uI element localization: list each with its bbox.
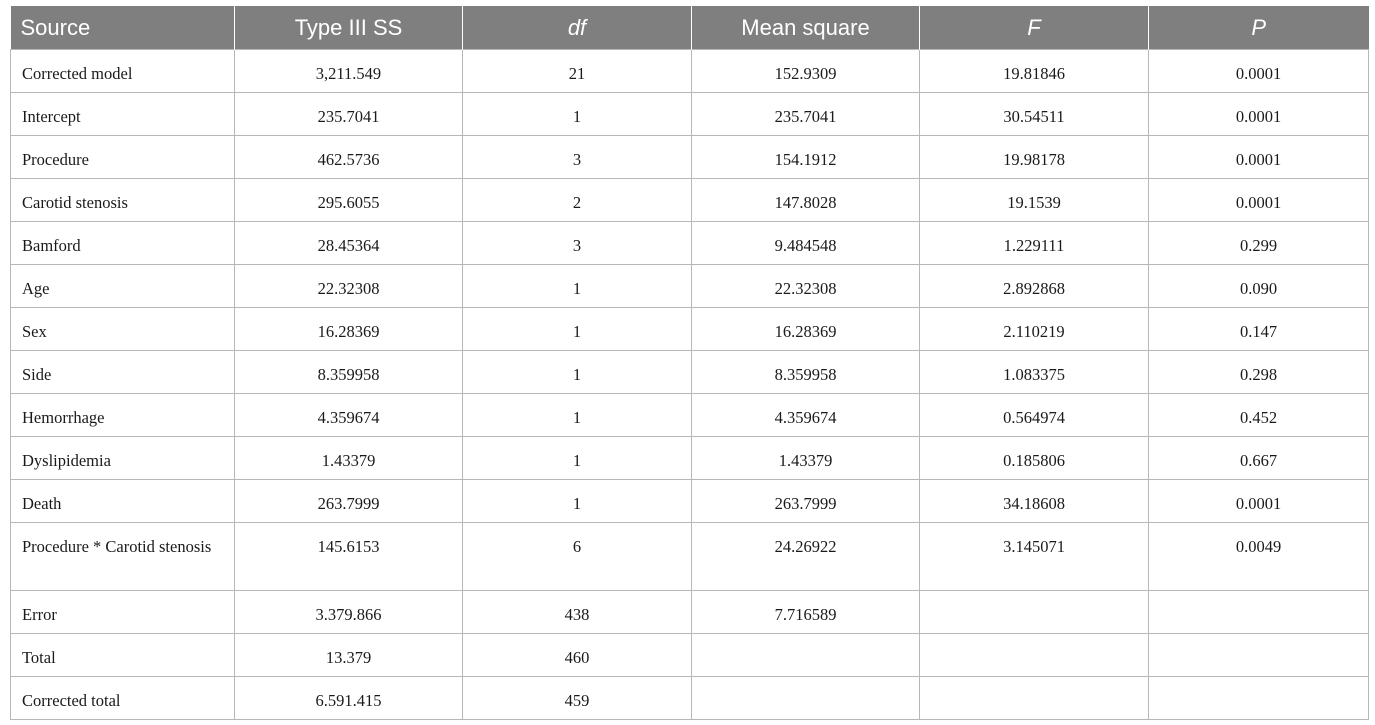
header-source: Source: [11, 6, 235, 50]
cell-source: Dyslipidemia: [11, 437, 235, 480]
cell-type-iii-ss: 8.359958: [235, 351, 463, 394]
cell-f: [920, 677, 1149, 720]
header-f: F: [920, 6, 1149, 50]
cell-df: 1: [463, 308, 692, 351]
cell-mean-square: 147.8028: [692, 179, 920, 222]
cell-f: 19.98178: [920, 136, 1149, 179]
cell-source: Carotid stenosis: [11, 179, 235, 222]
table-row: [11, 136, 1369, 179]
cell-type-iii-ss: 145.6153: [235, 523, 463, 591]
cell-mean-square: 235.7041: [692, 93, 920, 136]
cell-source: Corrected total: [11, 677, 235, 720]
table-row: [11, 179, 1369, 222]
cell-p: 0.298: [1149, 351, 1369, 394]
cell-mean-square: [692, 677, 920, 720]
cell-f: 30.54511: [920, 93, 1149, 136]
table-row: [11, 437, 1369, 480]
cell-mean-square: 9.484548: [692, 222, 920, 265]
header-df: df: [463, 6, 692, 50]
cell-mean-square: 16.28369: [692, 308, 920, 351]
cell-source: Death: [11, 480, 235, 523]
cell-f: 1.083375: [920, 351, 1149, 394]
cell-p: 0.0001: [1149, 480, 1369, 523]
cell-type-iii-ss: 3,211.549: [235, 50, 463, 93]
cell-mean-square: 1.43379: [692, 437, 920, 480]
cell-mean-square: 263.7999: [692, 480, 920, 523]
cell-df: 3: [463, 136, 692, 179]
cell-type-iii-ss: 3.379.866: [235, 591, 463, 634]
cell-source: Sex: [11, 308, 235, 351]
cell-type-iii-ss: 6.591.415: [235, 677, 463, 720]
cell-type-iii-ss: 295.6055: [235, 179, 463, 222]
cell-df: 21: [463, 50, 692, 93]
table-row: [11, 634, 1369, 677]
cell-f: 1.229111: [920, 222, 1149, 265]
cell-p: 0.0001: [1149, 93, 1369, 136]
cell-source: Procedure * Carotid stenosis: [11, 523, 235, 591]
cell-mean-square: 154.1912: [692, 136, 920, 179]
cell-df: 1: [463, 480, 692, 523]
cell-source: Hemorrhage: [11, 394, 235, 437]
cell-source: Bamford: [11, 222, 235, 265]
cell-p: 0.0001: [1149, 50, 1369, 93]
cell-type-iii-ss: 4.359674: [235, 394, 463, 437]
cell-f: 19.81846: [920, 50, 1149, 93]
cell-df: 1: [463, 437, 692, 480]
cell-f: 0.564974: [920, 394, 1149, 437]
table-row: [11, 351, 1369, 394]
cell-df: 2: [463, 179, 692, 222]
table-row: [11, 50, 1369, 93]
cell-p: 0.147: [1149, 308, 1369, 351]
table-row: [11, 308, 1369, 351]
cell-source: Procedure: [11, 136, 235, 179]
cell-df: 1: [463, 351, 692, 394]
cell-mean-square: 4.359674: [692, 394, 920, 437]
cell-f: [920, 634, 1149, 677]
cell-f: [920, 591, 1149, 634]
cell-f: 34.18608: [920, 480, 1149, 523]
cell-p: 0.299: [1149, 222, 1369, 265]
cell-df: 3: [463, 222, 692, 265]
cell-type-iii-ss: 13.379: [235, 634, 463, 677]
cell-mean-square: 152.9309: [692, 50, 920, 93]
cell-p: [1149, 591, 1369, 634]
cell-source: Corrected model: [11, 50, 235, 93]
cell-df: 1: [463, 394, 692, 437]
table-row: [11, 591, 1369, 634]
header-p: P: [1149, 6, 1369, 50]
cell-source: Intercept: [11, 93, 235, 136]
cell-p: 0.090: [1149, 265, 1369, 308]
cell-mean-square: 24.26922: [692, 523, 920, 591]
table-row: [11, 523, 1369, 591]
table-row: [11, 677, 1369, 720]
cell-type-iii-ss: 16.28369: [235, 308, 463, 351]
cell-p: [1149, 677, 1369, 720]
header-mean-square: Mean square: [692, 6, 920, 50]
table-row: [11, 93, 1369, 136]
cell-source: Age: [11, 265, 235, 308]
cell-type-iii-ss: 28.45364: [235, 222, 463, 265]
cell-source: Total: [11, 634, 235, 677]
cell-df: 459: [463, 677, 692, 720]
cell-f: 2.110219: [920, 308, 1149, 351]
cell-source: Side: [11, 351, 235, 394]
cell-f: 0.185806: [920, 437, 1149, 480]
header-type-iii-ss: Type III SS: [235, 6, 463, 50]
cell-p: 0.667: [1149, 437, 1369, 480]
cell-type-iii-ss: 462.5736: [235, 136, 463, 179]
cell-f: 19.1539: [920, 179, 1149, 222]
table-row: [11, 480, 1369, 523]
cell-df: 1: [463, 93, 692, 136]
cell-mean-square: [692, 634, 920, 677]
table-row: [11, 394, 1369, 437]
anova-table-container: [10, 6, 1368, 720]
cell-p: 0.452: [1149, 394, 1369, 437]
cell-mean-square: 22.32308: [692, 265, 920, 308]
cell-type-iii-ss: 263.7999: [235, 480, 463, 523]
anova-table: [10, 6, 1369, 720]
cell-source: Error: [11, 591, 235, 634]
cell-f: 2.892868: [920, 265, 1149, 308]
cell-df: 438: [463, 591, 692, 634]
cell-df: 1: [463, 265, 692, 308]
header-row: [11, 6, 1369, 50]
table-row: [11, 222, 1369, 265]
cell-p: 0.0049: [1149, 523, 1369, 591]
cell-f: 3.145071: [920, 523, 1149, 591]
table-body: [11, 50, 1369, 720]
cell-df: 460: [463, 634, 692, 677]
cell-p: [1149, 634, 1369, 677]
cell-mean-square: 7.716589: [692, 591, 920, 634]
cell-type-iii-ss: 235.7041: [235, 93, 463, 136]
cell-mean-square: 8.359958: [692, 351, 920, 394]
cell-type-iii-ss: 1.43379: [235, 437, 463, 480]
cell-df: 6: [463, 523, 692, 591]
cell-type-iii-ss: 22.32308: [235, 265, 463, 308]
cell-p: 0.0001: [1149, 179, 1369, 222]
table-row: [11, 265, 1369, 308]
cell-p: 0.0001: [1149, 136, 1369, 179]
